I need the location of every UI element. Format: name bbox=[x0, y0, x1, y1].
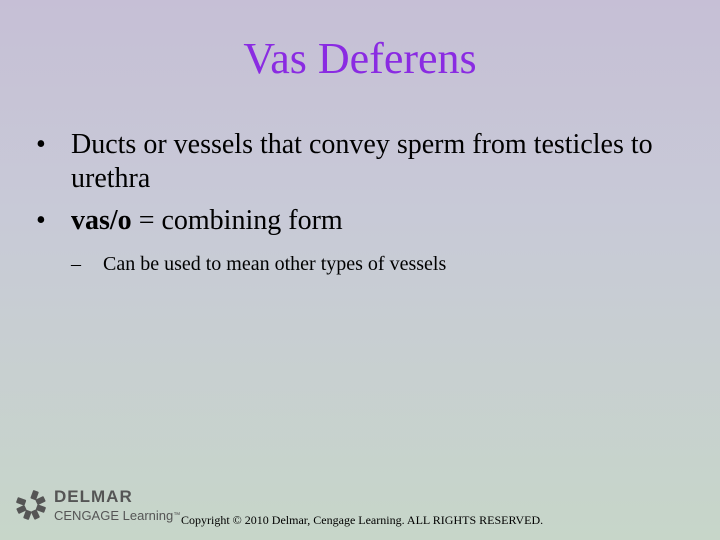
combining-form-term: vas/o bbox=[71, 205, 132, 236]
bullet-marker: • bbox=[36, 205, 46, 236]
trademark-symbol: ™ bbox=[173, 512, 181, 519]
sub-bullet-item bbox=[71, 250, 686, 278]
bullet-item bbox=[36, 128, 686, 196]
slide-title: Vas Deferens bbox=[243, 34, 477, 83]
bullet-item bbox=[36, 204, 686, 238]
sub-bullet-text: Can be used to mean other types of vessels bbox=[103, 253, 447, 275]
bullet-text: = combining form bbox=[131, 205, 343, 236]
copyright-notice: Copyright © 2010 Delmar, Cengage Learning. ALL RIGHTS RESERVED. bbox=[181, 513, 544, 527]
logo-name: DELMAR bbox=[54, 487, 133, 506]
bullet-text: Ducts or vessels that convey sperm from testicles to urethra bbox=[71, 129, 653, 194]
bullet-marker: • bbox=[36, 129, 46, 160]
bullet-list bbox=[36, 128, 686, 278]
publisher-logo bbox=[14, 487, 189, 527]
logo-subtitle-text: CENGAGE Learning bbox=[54, 508, 174, 523]
delmar-cengage-pinwheel-icon bbox=[14, 488, 48, 522]
logo-subtitle bbox=[54, 509, 180, 523]
sub-bullet-marker: – bbox=[71, 253, 81, 275]
